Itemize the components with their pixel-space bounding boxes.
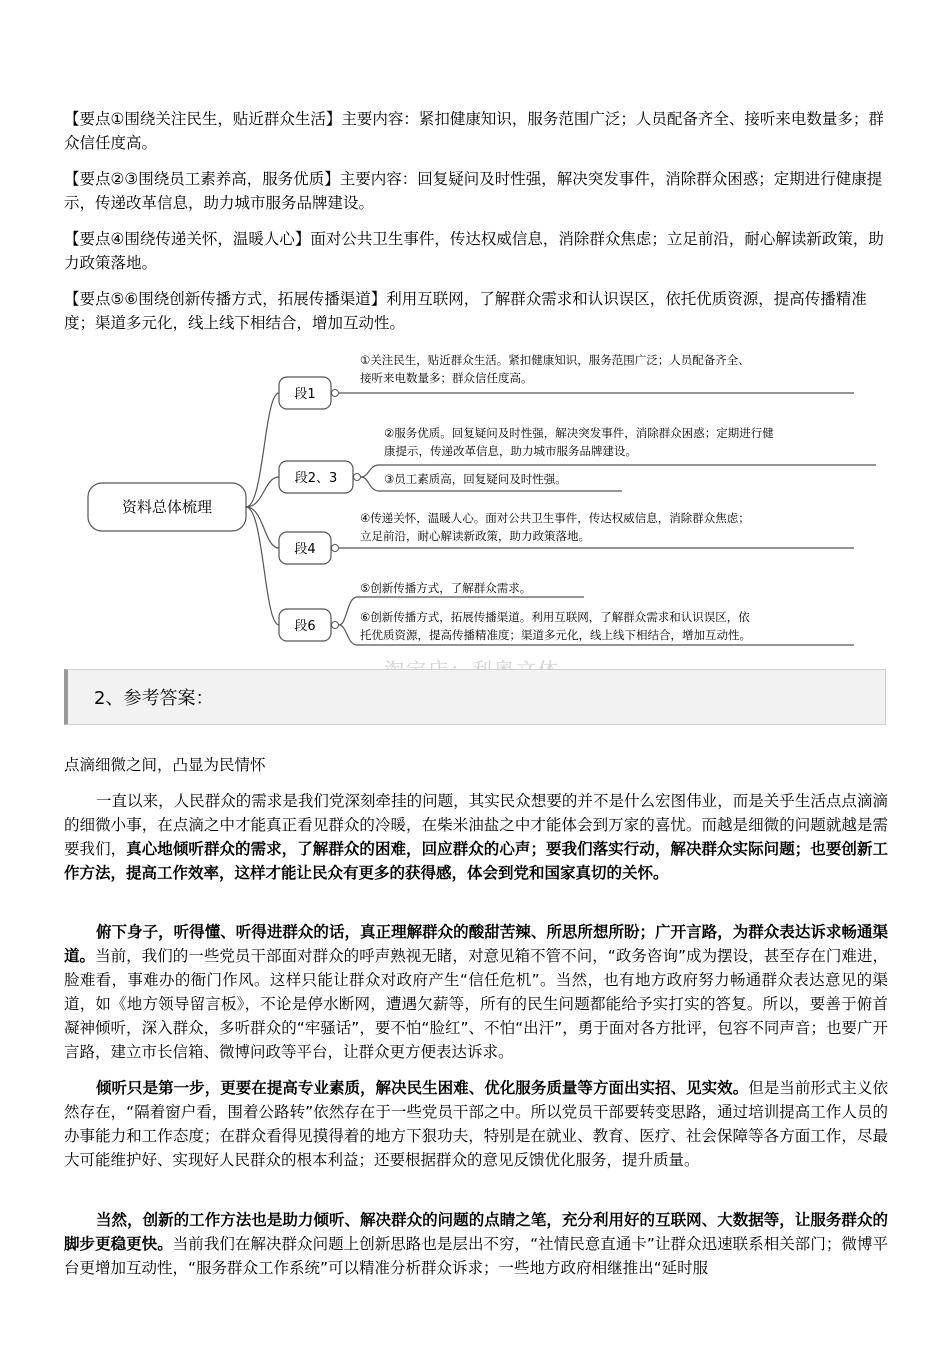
key-point-2: 【要点②③围绕员工素养高，服务优质】主要内容：回复疑问及时性强，解决突发事件，消除群众困惑；定期进行健康提示，传递改革信息，助力城市服务品牌建设。 (64, 170, 883, 212)
leaf-4-line-2: ⑥创新传播方式，拓展传播渠道。利用互联网，了解群众需求和认识误区，依 (360, 610, 750, 624)
essay-p2-bold: 俯下身子，听得懂、听得进群众的话，真正理解群众的酸甜苦辣、所思所想所盼；广开言路，为群众表达诉求畅通渠道。 (64, 923, 888, 965)
essay-p3-bold: 倾听只是第一步，更要在提高专业素质，解决民生困难、优化服务质量等方面出实招、见实效。 (96, 1079, 749, 1097)
mindmap-root-label: 资料总体梳理 (121, 498, 213, 516)
essay-p2-normal: 当前，我们的一些党员干部面对群众的呼声熟视无睹，对意见箱不管不问，“政务咨询”成为摆设，甚至存在门难进，脸难看，事难办的衙门作风。这样只能让群众对政府产生“信任危机”。当然，也有地方政府努力畅通群众表达意见的渠道，如《地方领导留言板》，不论是停水断网，遭遇欠薪等，所有的民生问题都能给予实打实的答复。所以，要善于俯首凝神倾听，深入群众，多听群众的“牢骚话”，要不怕“脸红”、不怕“出汗”，勇于面对各方批评，包容不同声音；也要广开言路，建立市长信箱、微博问政等平台，让群众更方便表达诉求。 (64, 947, 888, 1061)
essay-paragraph-4 (64, 1208, 888, 1280)
essay-paragraph-3 (64, 1076, 888, 1172)
branch-label-3: 段4 (294, 542, 316, 557)
answer-heading: 2、参考答案： (94, 688, 214, 709)
leaf-1-line-2: 接听来电数量多；群众信任度高。 (360, 371, 533, 385)
answer-heading-box (64, 669, 886, 725)
leaf-2-line-2: 康提示，传递改革信息，助力城市服务品牌建设。 (384, 444, 637, 458)
leaf-3-line-1: ④传递关怀，温暖人心。面对公共卫生事件，传达权威信息，消除群众焦虑； (360, 511, 750, 525)
essay-p4-bold: 当然，创新的工作方法也是助力倾听、解决群众的问题的点睛之笔，充分利用好的互联网、大数据等，让服务群众的脚步更稳更快。 (64, 1211, 888, 1253)
essay-p4-normal: 当前我们在解决群众问题上创新思路也是层出不穷，“社情民意直通卡”让群众迅速联系相关部门；微博平台更增加互动性，“服务群众工作系统”可以精准分析群众诉求；一些地方政府相继推出“延时服 (64, 1235, 888, 1277)
leaf-2-line-1: ②服务优质。回复疑问及时性强，解决突发事件，消除群众困惑；定期进行健 (384, 426, 774, 440)
essay-title: 点滴细微之间，凸显为民情怀 (64, 756, 266, 774)
key-point-4: 【要点⑤⑥围绕创新传播方式，拓展传播渠道】利用互联网，了解群众需求和认识误区，依托优质资源，提高传播精准度；渠道多元化，线上线下相结合，增加互动性。 (64, 290, 867, 332)
essay-p3-normal: 但是当前形式主义依然存在，“隔着窗户看，围着公路转”依然存在于一些党员干部之中。所以党员干部要转变思路，通过培训提高工作人员的办事能力和工作态度；在群众看得见摸得着的地方下狠功夫，特别是在就业、教育、医疗、社会保障等各方面工作，尽最大可能维护好、实现好人民群众的根本利益；还要根据群众的意见反馈优化服务，提升质量。 (64, 1079, 888, 1169)
essay-paragraph-2 (64, 920, 888, 1064)
leaf-2-line-3: ③员工素质高，回复疑问及时性强。 (384, 472, 567, 486)
mindmap (64, 345, 888, 655)
branch-label-4: 段6 (294, 619, 316, 634)
key-point-3: 【要点④围绕传递关怀，温暖人心】面对公共卫生事件，传达权威信息，消除群众焦虑；立足前沿，耐心解读新政策，助力政策落地。 (64, 230, 884, 272)
leaf-1-line-1: ①关注民生，贴近群众生活。紧扣健康知识，服务范围广泛；人员配备齐全、 (360, 353, 750, 367)
key-point-1: 【要点①围绕关注民生，贴近群众生活】主要内容：紧扣健康知识，服务范围广泛；人员配备齐全、接听来电数量多；群众信任度高。 (64, 110, 884, 152)
leaf-4-line-1: ⑤创新传播方式，了解群众需求。 (360, 581, 532, 595)
essay-p1-normal: 一直以来，人民群众的需求是我们党深刻牵挂的问题，其实民众想要的并不是什么宏图伟业，而是关乎生活点点滴滴的细微小事，在点滴之中才能真正看见群众的冷暖，在柴米油盐之中才能体会到万家的喜忧。而越是细微的问题就越是需要我们， (64, 792, 888, 858)
branch-label-1: 段1 (294, 387, 316, 402)
essay-p1-bold: 真心地倾听群众的需求，了解群众的困难，回应群众的心声；要我们落实行动，解决群众实际问题；也要创新工作方法，提高工作效率，这样才能让民众有更多的获得感，体会到党和国家真切的关怀。 (64, 840, 888, 882)
branch-label-2: 段2、3 (294, 471, 338, 486)
essay-paragraph-1 (64, 789, 888, 885)
leaf-3-line-2: 立足前沿，耐心解读新政策，助力政策落地。 (360, 529, 590, 543)
leaf-4-line-3: 托优质资源，提高传播精准度；渠道多元化，线上线下相结合，增加互动性。 (360, 628, 751, 642)
